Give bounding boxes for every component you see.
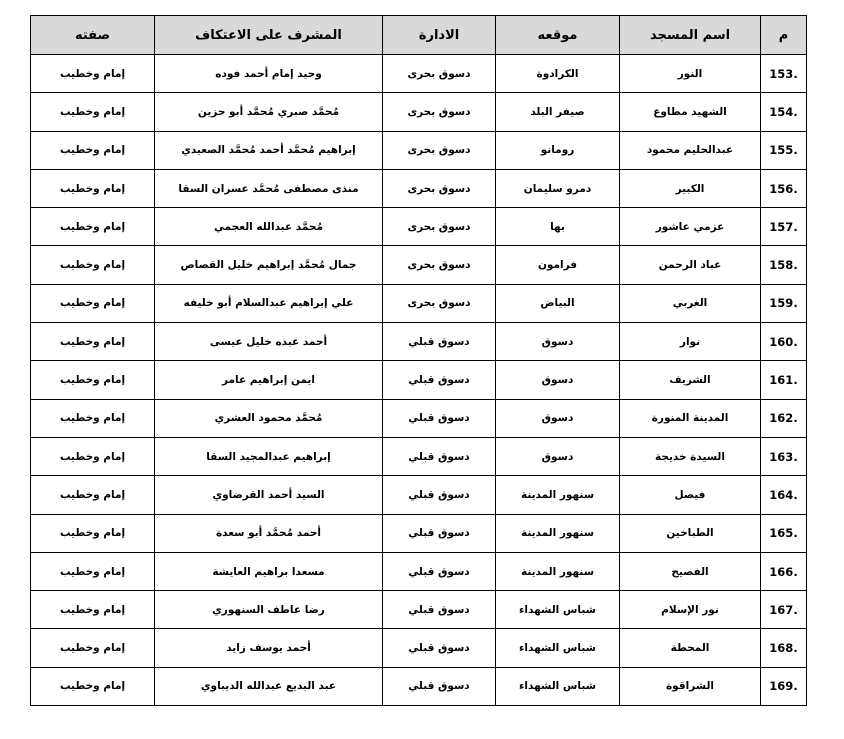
cell-location: بها: [496, 208, 620, 246]
cell-location: دمرو سليمان: [496, 169, 620, 207]
cell-mosque-name: عبدالحليم محمود: [620, 131, 761, 169]
cell-num: .164: [761, 476, 807, 514]
cell-location: دسوق: [496, 323, 620, 361]
header-supervisor: المشرف على الاعتكاف: [155, 16, 383, 55]
cell-num: .158: [761, 246, 807, 284]
cell-administration: دسوق قبلي: [383, 629, 496, 667]
cell-location: فرامون: [496, 246, 620, 284]
cell-mosque-name: نوار: [620, 323, 761, 361]
cell-mosque-name: النور: [620, 55, 761, 93]
cell-mosque-name: الشهيد مطاوع: [620, 93, 761, 131]
cell-mosque-name: الشريف: [620, 361, 761, 399]
cell-administration: دسوق قبلي: [383, 323, 496, 361]
cell-administration: دسوق بحرى: [383, 55, 496, 93]
cell-mosque-name: المحطة: [620, 629, 761, 667]
cell-administration: دسوق قبلي: [383, 667, 496, 705]
cell-role: إمام وخطيب: [31, 552, 155, 590]
cell-supervisor: السيد أحمد القرضاوي: [155, 476, 383, 514]
cell-location: رومانو: [496, 131, 620, 169]
cell-supervisor: أحمد مُحمَّد أبو سعدة: [155, 514, 383, 552]
cell-supervisor: مسعدا براهيم العايشة: [155, 552, 383, 590]
cell-num: .165: [761, 514, 807, 552]
table-row: [31, 591, 807, 629]
cell-supervisor: جمال مُحمَّد إبراهيم خليل القصاص: [155, 246, 383, 284]
cell-num: .166: [761, 552, 807, 590]
cell-administration: دسوق قبلي: [383, 552, 496, 590]
table-row: [31, 629, 807, 667]
cell-administration: دسوق قبلي: [383, 437, 496, 475]
cell-num: .159: [761, 284, 807, 322]
cell-location: سنهور المدينة: [496, 514, 620, 552]
cell-num: .162: [761, 399, 807, 437]
cell-supervisor: منذى مصطفى مُحمَّد عسران السقا: [155, 169, 383, 207]
cell-mosque-name: عزمي عاشور: [620, 208, 761, 246]
mosque-table-container: [30, 15, 806, 706]
cell-location: البياض: [496, 284, 620, 322]
cell-role: إمام وخطيب: [31, 629, 155, 667]
table-row: [31, 208, 807, 246]
cell-num: .168: [761, 629, 807, 667]
cell-role: إمام وخطيب: [31, 55, 155, 93]
table-row: [31, 284, 807, 322]
cell-location: دسوق: [496, 361, 620, 399]
table-row: [31, 437, 807, 475]
cell-supervisor: مُحمَّد محمود العشري: [155, 399, 383, 437]
cell-administration: دسوق قبلي: [383, 399, 496, 437]
cell-role: إمام وخطيب: [31, 476, 155, 514]
cell-num: .163: [761, 437, 807, 475]
cell-role: إمام وخطيب: [31, 284, 155, 322]
table-row: [31, 361, 807, 399]
header-num: م: [761, 16, 807, 55]
cell-num: .154: [761, 93, 807, 131]
table-header-row: [31, 16, 807, 55]
cell-administration: دسوق قبلي: [383, 514, 496, 552]
table-row: [31, 323, 807, 361]
cell-location: شباس الشهداء: [496, 629, 620, 667]
table-row: [31, 667, 807, 705]
cell-mosque-name: فيصل: [620, 476, 761, 514]
cell-role: إمام وخطيب: [31, 361, 155, 399]
cell-supervisor: إبراهيم مُحمَّد أحمد مُحمَّد الصعيدي: [155, 131, 383, 169]
cell-supervisor: عبد البديع عبدالله الديباوي: [155, 667, 383, 705]
table-row: [31, 514, 807, 552]
header-administration: الادارة: [383, 16, 496, 55]
cell-role: إمام وخطيب: [31, 131, 155, 169]
cell-administration: دسوق بحرى: [383, 208, 496, 246]
cell-role: إمام وخطيب: [31, 591, 155, 629]
table-row: [31, 93, 807, 131]
header-role: صفته: [31, 16, 155, 55]
cell-location: شباس الشهداء: [496, 591, 620, 629]
cell-role: إمام وخطيب: [31, 93, 155, 131]
cell-location: شباس الشهداء: [496, 667, 620, 705]
cell-role: إمام وخطيب: [31, 514, 155, 552]
table-row: [31, 246, 807, 284]
cell-location: سنهور المدينة: [496, 552, 620, 590]
cell-num: .156: [761, 169, 807, 207]
cell-role: إمام وخطيب: [31, 437, 155, 475]
cell-num: .160: [761, 323, 807, 361]
cell-supervisor: مُحمَّد صبري مُحمَّد أبو حزين: [155, 93, 383, 131]
table-row: [31, 169, 807, 207]
cell-supervisor: رضا عاطف السنهوري: [155, 591, 383, 629]
cell-num: .157: [761, 208, 807, 246]
cell-supervisor: مُحمَّد عبدالله العجمي: [155, 208, 383, 246]
table-row: [31, 55, 807, 93]
cell-mosque-name: الكبير: [620, 169, 761, 207]
cell-administration: دسوق بحرى: [383, 169, 496, 207]
cell-location: صيفر البلد: [496, 93, 620, 131]
cell-supervisor: ايمن إبراهيم عامر: [155, 361, 383, 399]
table-row: [31, 476, 807, 514]
cell-supervisor: أحمد يوسف زايد: [155, 629, 383, 667]
cell-mosque-name: الغربي: [620, 284, 761, 322]
header-mosque-name: اسم المسجد: [620, 16, 761, 55]
cell-num: .169: [761, 667, 807, 705]
cell-location: سنهور المدينة: [496, 476, 620, 514]
cell-role: إمام وخطيب: [31, 399, 155, 437]
header-location: موقعه: [496, 16, 620, 55]
cell-mosque-name: السيدة خديجة: [620, 437, 761, 475]
cell-supervisor: وحيد إمام أحمد فوده: [155, 55, 383, 93]
cell-location: الكرادوة: [496, 55, 620, 93]
cell-administration: دسوق بحرى: [383, 246, 496, 284]
cell-role: إمام وخطيب: [31, 208, 155, 246]
cell-administration: دسوق بحرى: [383, 93, 496, 131]
cell-mosque-name: عباد الرحمن: [620, 246, 761, 284]
cell-mosque-name: الطباخين: [620, 514, 761, 552]
cell-supervisor: أحمد عبده خليل عيسى: [155, 323, 383, 361]
cell-administration: دسوق بحرى: [383, 284, 496, 322]
cell-location: دسوق: [496, 437, 620, 475]
cell-num: .161: [761, 361, 807, 399]
cell-administration: دسوق قبلي: [383, 591, 496, 629]
cell-role: إمام وخطيب: [31, 323, 155, 361]
cell-role: إمام وخطيب: [31, 667, 155, 705]
cell-role: إمام وخطيب: [31, 246, 155, 284]
cell-mosque-name: نور الإسلام: [620, 591, 761, 629]
cell-supervisor: إبراهيم عبدالمجيد السقا: [155, 437, 383, 475]
cell-location: دسوق: [496, 399, 620, 437]
cell-supervisor: علي إبراهيم عبدالسلام أبو خليفه: [155, 284, 383, 322]
table-row: [31, 552, 807, 590]
cell-mosque-name: الشراقوة: [620, 667, 761, 705]
cell-mosque-name: الفصيح: [620, 552, 761, 590]
cell-administration: دسوق بحرى: [383, 131, 496, 169]
cell-num: .155: [761, 131, 807, 169]
table-row: [31, 131, 807, 169]
cell-num: .167: [761, 591, 807, 629]
cell-administration: دسوق قبلي: [383, 476, 496, 514]
table-body: [31, 55, 807, 706]
cell-administration: دسوق قبلي: [383, 361, 496, 399]
cell-mosque-name: المدينة المنورة: [620, 399, 761, 437]
table-row: [31, 399, 807, 437]
mosque-supervisors-table: [30, 15, 807, 706]
cell-role: إمام وخطيب: [31, 169, 155, 207]
cell-num: .153: [761, 55, 807, 93]
